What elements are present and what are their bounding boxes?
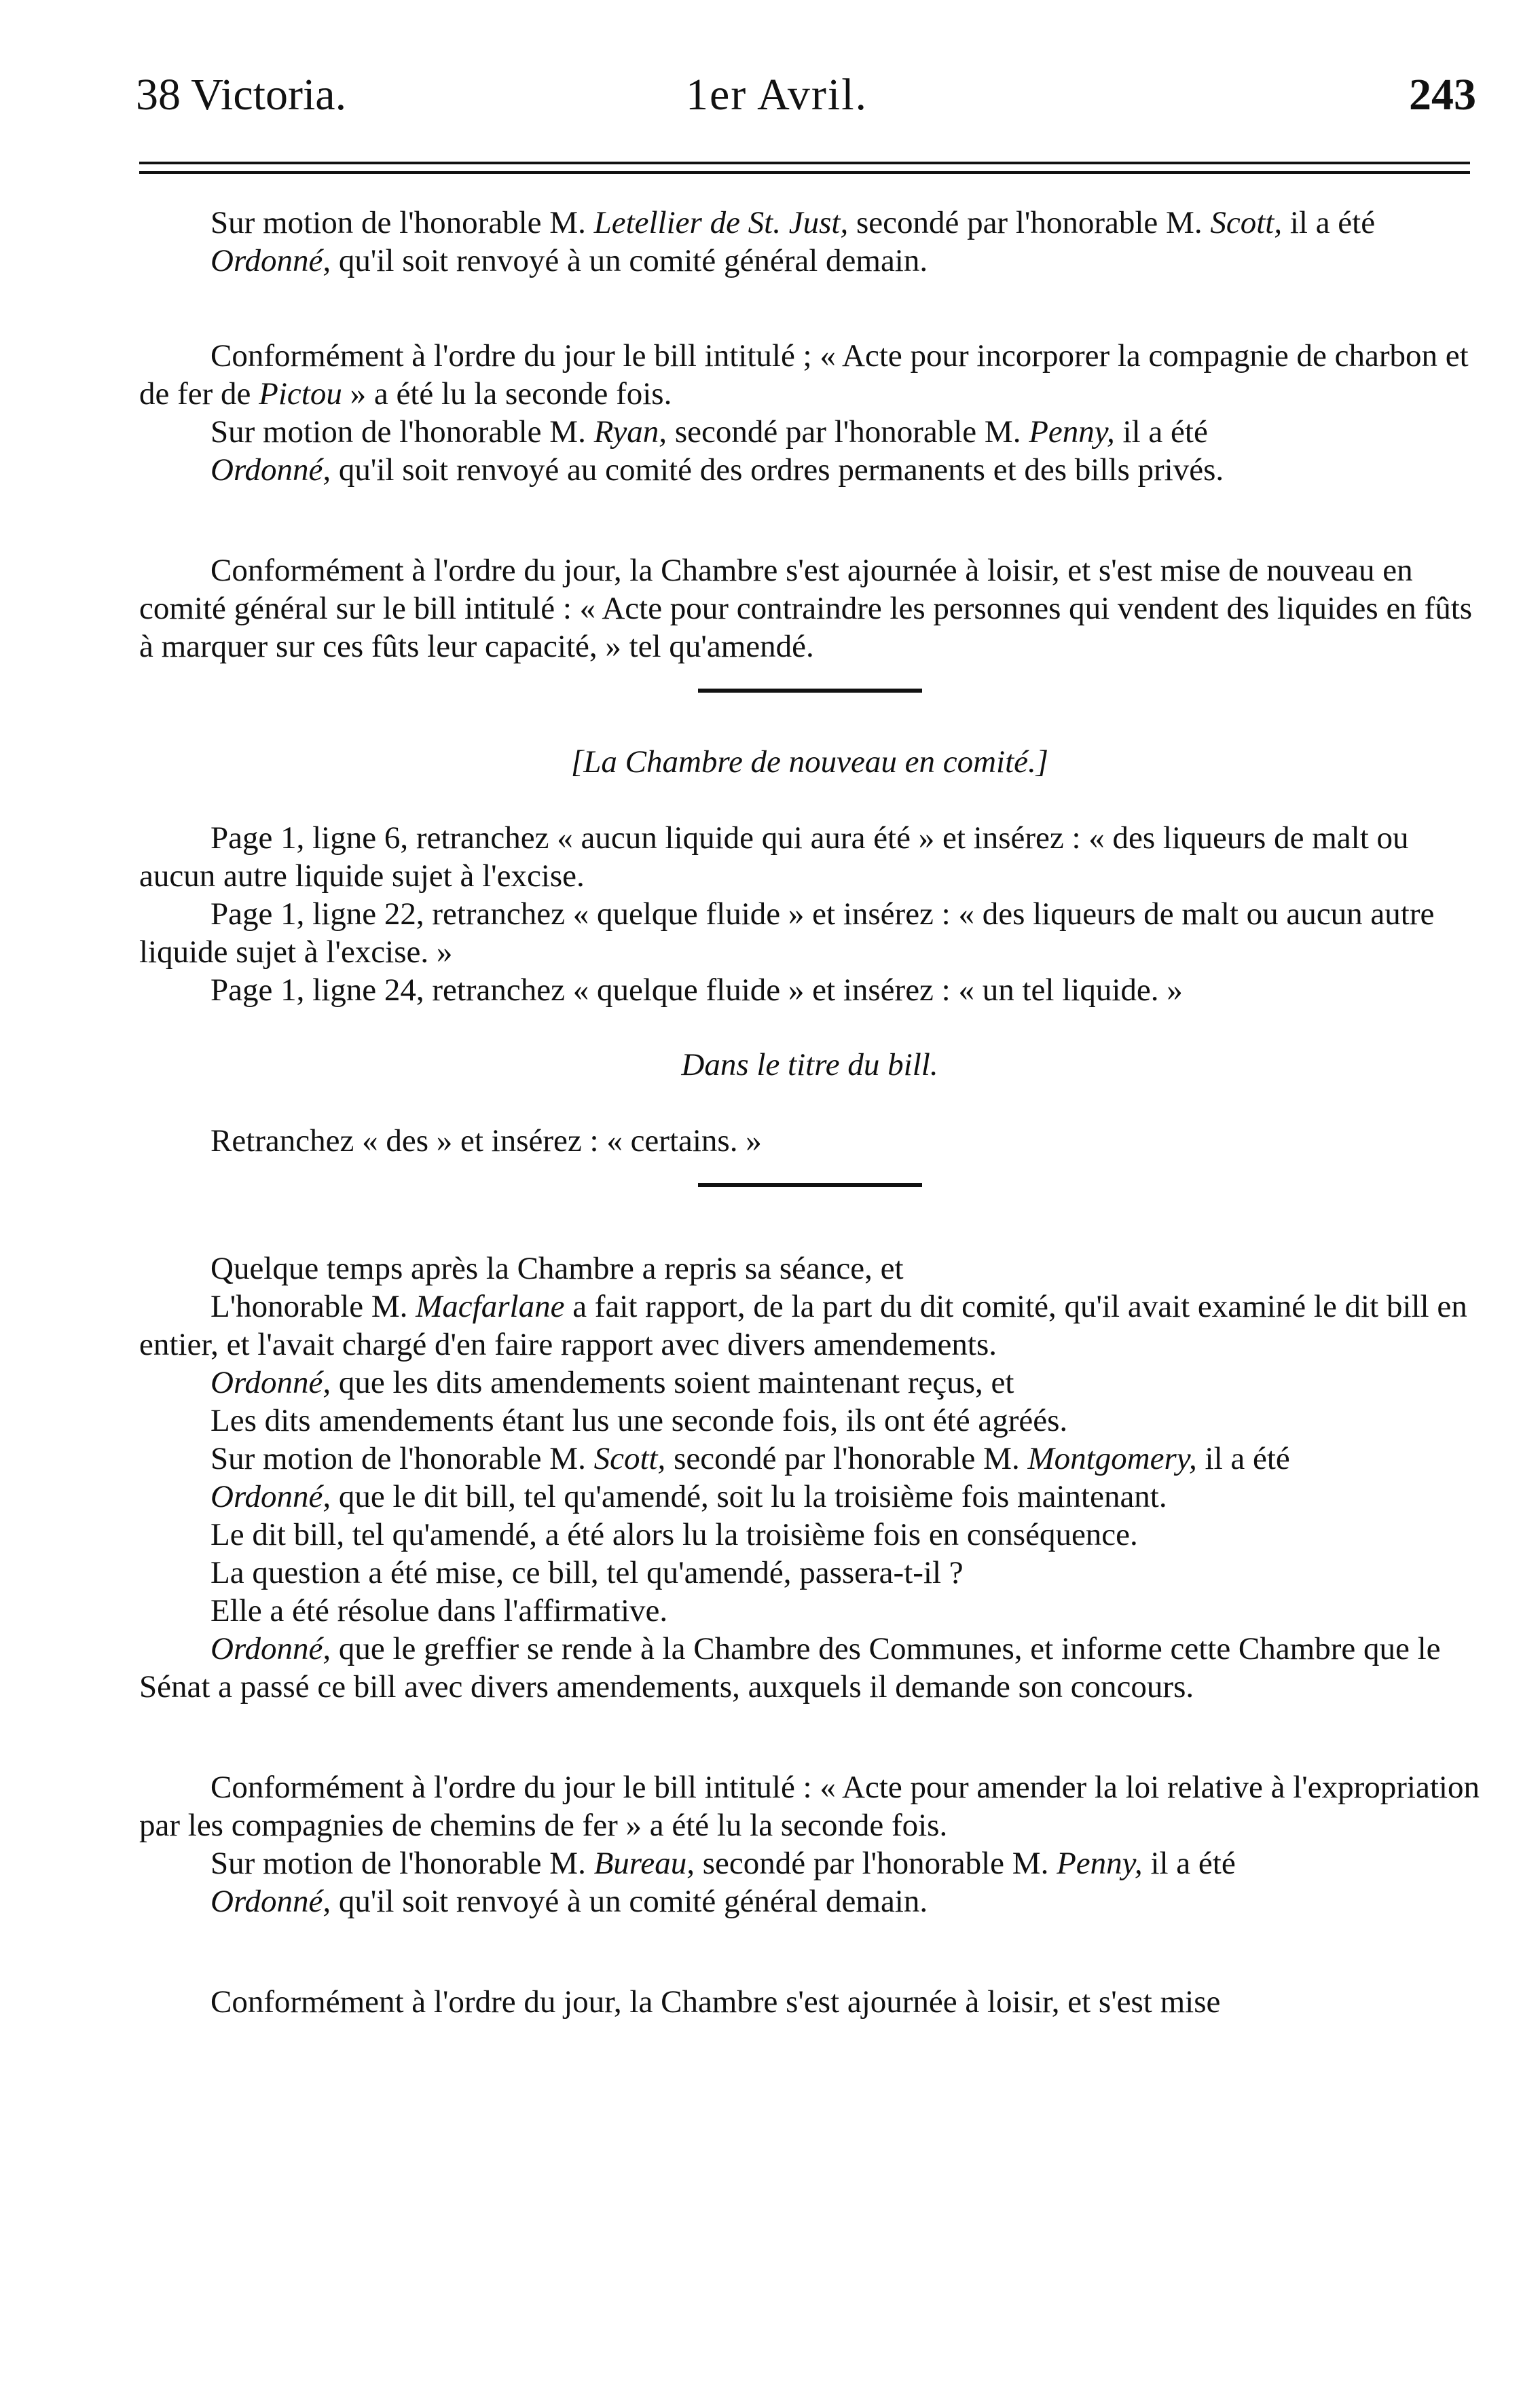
paragraph: L'honorable M. Macfarlane a fait rapport, de la part du dit comité, qu'il avait examiné le dit bill en entier, et l'avait chargé d'en faire rapport avec divers amendements. (139, 1289, 1467, 1362)
paragraph: Ordonné, qu'il soit renvoyé au comité des ordres permanents et des bills privés. (210, 452, 1224, 488)
subheading: Dans le titre du bill. (681, 1047, 938, 1082)
paragraph: Conformément à l'ordre du jour, la Chambre s'est ajournée à loisir, et s'est mise (210, 1984, 1221, 2020)
running-header-left: 38 Victoria. (136, 70, 347, 120)
spacer (139, 1187, 1480, 1249)
header-rule-bottom (139, 171, 1470, 174)
paragraph: Elle a été résolue dans l'affirmative. (210, 1593, 668, 1628)
paragraph: Page 1, ligne 22, retranchez « quelque fluide » et insérez : « des liqueurs de malt ou aucun autre liquide sujet à l'excise. » (139, 896, 1435, 970)
paragraph: Conformément à l'ordre du jour, la Chambre s'est ajournée à loisir, et s'est mise de nouveau en comité général sur le bill intitulé : « Acte pour contraindre les personnes qui vendent des liquides en fûts à marquer sur ces fûts leur capacité, » tel qu'amendé. (139, 553, 1473, 664)
spacer (139, 1706, 1480, 1768)
paragraph: Les dits amendements étant lus une seconde fois, ils ont été agréés. (210, 1403, 1068, 1438)
document-body (139, 204, 1480, 2021)
committee-heading: [La Chambre de nouveau en comité.] (570, 744, 1049, 780)
spacer (139, 1920, 1480, 1983)
paragraph: Page 1, ligne 24, retranchez « quelque fluide » et insérez : « un tel liquide. » (210, 972, 1183, 1008)
paragraph: Conformément à l'ordre du jour le bill intitulé : « Acte pour amender la loi relative à l'expropriation par les compagnies de chemins de fer » a été lu la seconde fois. (139, 1770, 1480, 1843)
page-number: 243 (1409, 70, 1476, 120)
paragraph: La question a été mise, ce bill, tel qu'amendé, passera-t-il ? (210, 1555, 964, 1590)
paragraph: Ordonné, que le greffier se rende à la Chambre des Communes, et informe cette Chambre que le Sénat a passé ce bill avec divers amendements, auxquels il demande son concours. (139, 1631, 1441, 1704)
paragraph: Ordonné, que le dit bill, tel qu'amendé, soit lu la troisième fois maintenant. (210, 1479, 1167, 1514)
paragraph: Page 1, ligne 6, retranchez « aucun liquide qui aura été » et insérez : « des liqueurs de malt ou aucun autre liquide sujet à l'excise. (139, 820, 1409, 894)
paragraph: Sur motion de l'honorable M. Ryan, secondé par l'honorable M. Penny, il a été (210, 414, 1208, 450)
paragraph: Le dit bill, tel qu'amendé, a été alors lu la troisième fois en conséquence. (210, 1517, 1138, 1552)
paragraph: Sur motion de l'honorable M. Letellier de St. Just, secondé par l'honorable M. Scott, il a été (210, 205, 1376, 240)
paragraph: Ordonné, qu'il soit renvoyé à un comité général demain. (210, 1884, 928, 1919)
running-header-date: 1er Avril. (686, 70, 868, 120)
spacer (139, 489, 1480, 551)
spacer (139, 280, 1480, 337)
paragraph: Sur motion de l'honorable M. Bureau, secondé par l'honorable M. Penny, il a été (210, 1846, 1236, 1881)
paragraph: Quelque temps après la Chambre a repris sa séance, et (210, 1251, 904, 1286)
paragraph: Conformément à l'ordre du jour le bill intitulé ; « Acte pour incorporer la compagnie de charbon et de fer de Pictou » a été lu la seconde fois. (139, 338, 1469, 412)
paragraph: Ordonné, qu'il soit renvoyé à un comité général demain. (210, 243, 928, 278)
header-rule-top (139, 162, 1470, 164)
paragraph: Retranchez « des » et insérez : « certains. » (210, 1123, 762, 1159)
paragraph: Sur motion de l'honorable M. Scott, secondé par l'honorable M. Montgomery, il a été (210, 1441, 1290, 1476)
paragraph: Ordonné, que les dits amendements soient maintenant reçus, et (210, 1365, 1014, 1400)
section-divider (698, 689, 922, 693)
